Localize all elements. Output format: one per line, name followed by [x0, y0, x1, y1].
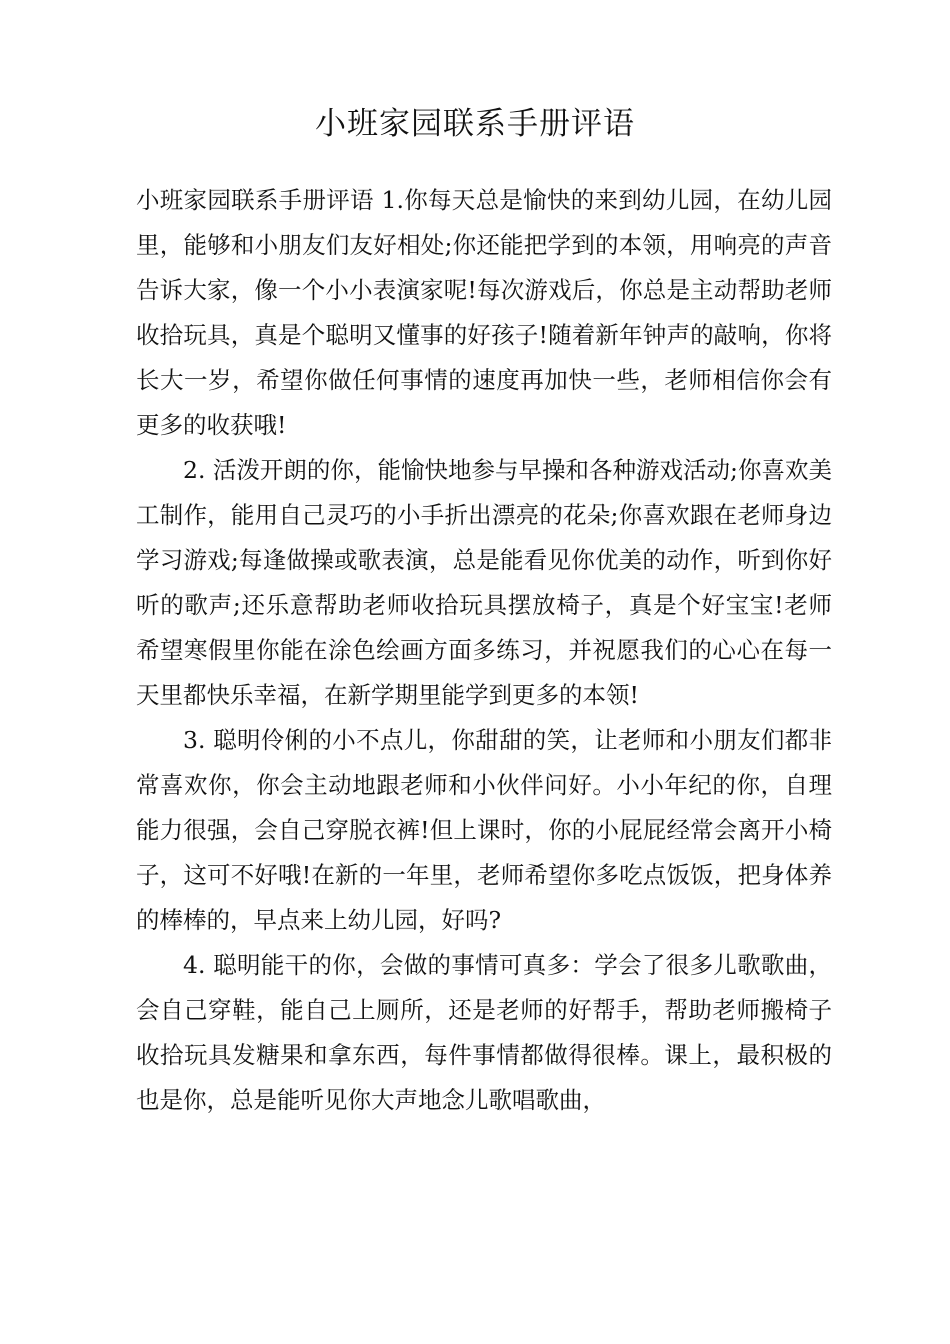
- page-title: 小班家园联系手册评语: [315, 106, 635, 142]
- paragraph-4: 4. 聪明能干的你，会做的事情可真多：学会了很多儿歌歌曲，会自己穿鞋，能自己上厕所，还是老师的好帮手，帮助老师搬椅子收拾玩具发糖果和拿东西，每件事情都做得很棒。课上，最积极的也是你，总是能听见你大声地念儿歌唱歌曲，: [136, 951, 832, 1114]
- paragraph-3: 3. 聪明伶俐的小不点儿，你甜甜的笑，让老师和小朋友们都非常喜欢你，你会主动地跟老师和小伙伴问好。小小年纪的你，自理能力很强，会自己穿脱衣裤!但上课时，你的小屁屁经常会离开小椅子，这可不好哦!在新的一年里，老师希望你多吃点饭饭，把身体养的棒棒的，早点来上幼儿园，好吗?: [136, 726, 832, 934]
- document-body: [136, 178, 832, 1123]
- paragraph-1: 小班家园联系手册评语 1.你每天总是愉快的来到幼儿园，在幼儿园里，能够和小朋友们友好相处;你还能把学到的本领，用响亮的声音告诉大家，像一个小小表演家呢!每次游戏后，你总是主动帮助老师收拾玩具，真是个聪明又懂事的好孩子!随着新年钟声的敲响，你将长大一岁，希望你做任何事情的速度再加快一些，老师相信你会有更多的收获哦!: [136, 186, 832, 439]
- paragraph-2: 2. 活泼开朗的你，能愉快地参与早操和各种游戏活动;你喜欢美工制作，能用自己灵巧的小手折出漂亮的花朵;你喜欢跟在老师身边学习游戏;每逢做操或歌表演，总是能看见你优美的动作，听到你好听的歌声;还乐意帮助老师收拾玩具摆放椅子，真是个好宝宝!老师希望寒假里你能在涂色绘画方面多练习，并祝愿我们的心心在每一天里都快乐幸福，在新学期里能学到更多的本领!: [136, 456, 832, 709]
